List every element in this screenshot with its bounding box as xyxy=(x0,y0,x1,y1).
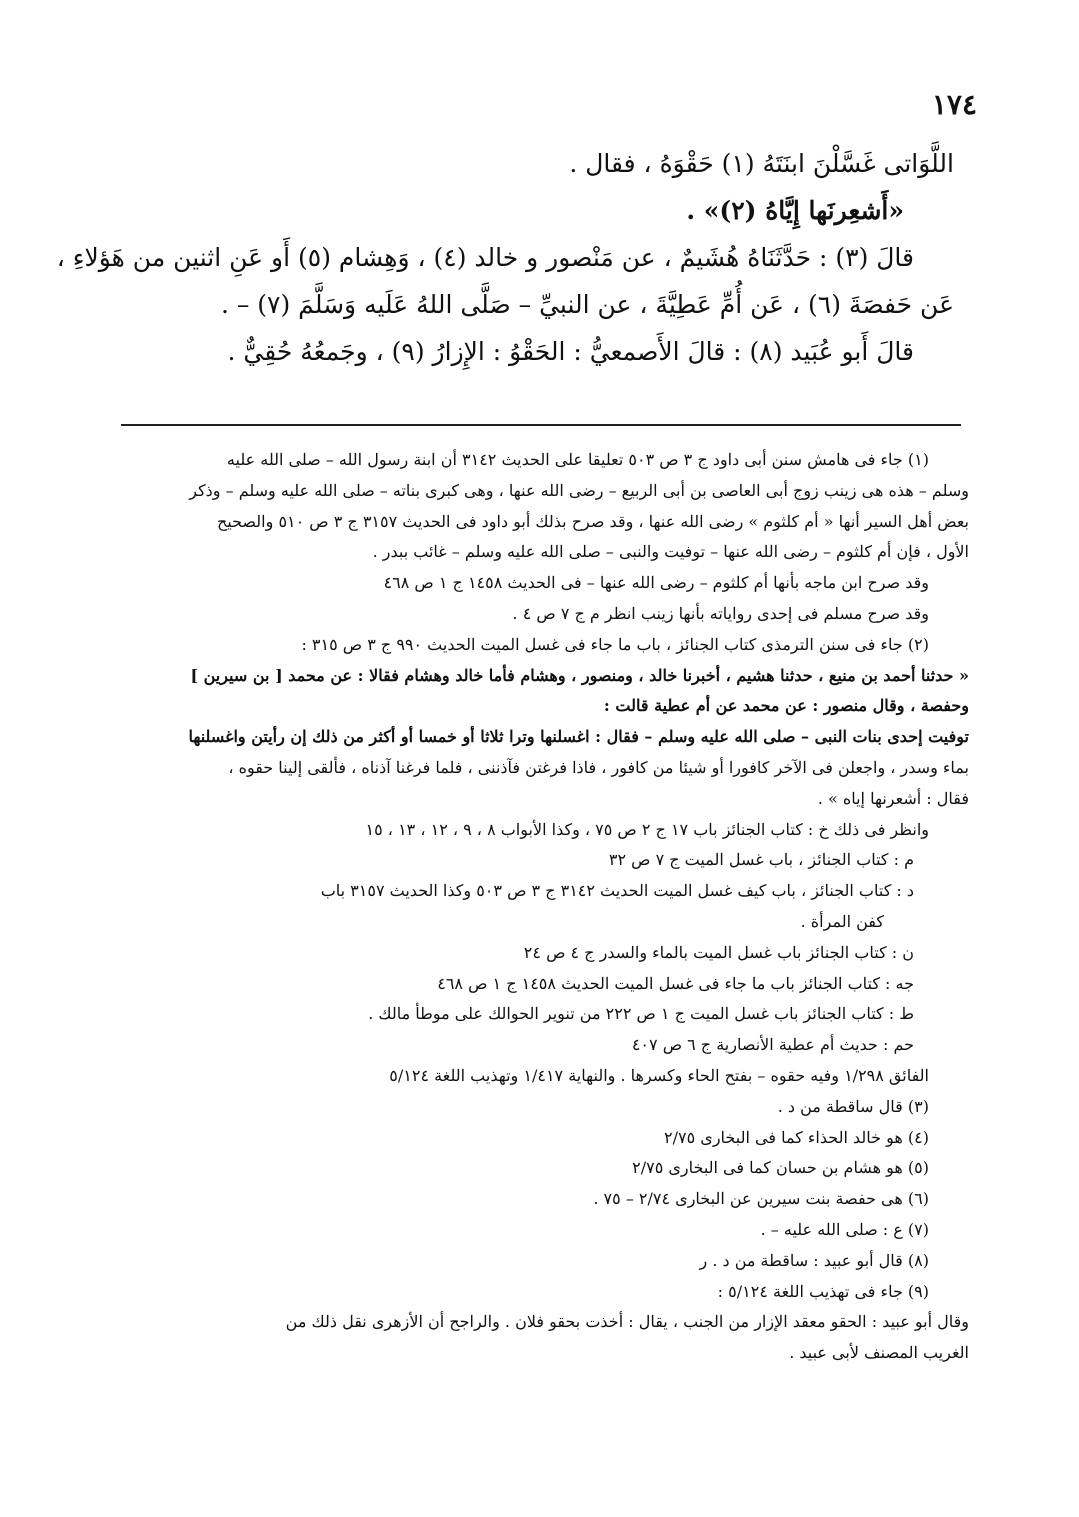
footnote-line: بعض أهل السير أنها « أم كلثوم » رضى الله عنها ، وقد صرح بذلك أبو داود فى الحديث ٣١٥٧ ج ٣ ص ٥١٠ والصحيح xyxy=(216,511,969,531)
footnote-line: (١) جاء فى هامش سنن أبى داود ج ٣ ص ٥٠٣ تعليقا على الحديث ٣١٤٢ أن ابنة رسول الله – صلى الله عليه xyxy=(226,450,929,469)
footnote-line: (٩) جاء فى تهذيب اللغة ٥/١٢٤ : xyxy=(717,1281,929,1301)
footnote-line: (٣) قال ساقطة من د . xyxy=(777,1096,929,1116)
footnote-line: (٢) جاء فى سنن الترمذى كتاب الجنائز ، باب ما جاء فى غسل الميت الحديث ٩٩٠ ج ٣ ص ٣١٥ : xyxy=(301,634,929,654)
footnote-line: بماء وسدر ، واجعلن فى الآخر كافورا أو شيئا من كافور ، فاذا فرغتن فآذننى ، فلما فرغنا آذناه ، فألقى إلينا حقوه ، xyxy=(228,757,969,777)
footnote-line: م : كتاب الجنائز ، باب غسل الميت ج ٧ ص ٣٢ xyxy=(608,850,914,870)
footnote-line: د : كتاب الجنائز ، باب كيف غسل الميت الحديث ٣١٤٢ ج ٣ ص ٥٠٣ وكذا الحديث ٣١٥٧ باب xyxy=(320,881,914,901)
footnote-line: الغريب المصنف لأبى عبيد . xyxy=(789,1343,969,1363)
main-line: عَن حَفصَةَ (٦) ، عَن أُمِّ عَطِيَّةَ ، عن النبيِّ – صَلَّى اللهُ عَلَيه وَسَلَّمَ (٧) – . xyxy=(220,290,954,319)
footnotes xyxy=(109,445,969,1369)
footnote-line: الأول ، فإن أم كلثوم – رضى الله عنها – توفيت والنبى – صلى الله عليه وسلم – غائب ببدر . xyxy=(372,542,969,562)
footnote-line: ن : كتاب الجنائز باب غسل الميت بالماء والسدر ج ٤ ص ٢٤ xyxy=(523,942,914,962)
footnote-line: فقال : أشعرنها إياه » . xyxy=(817,788,969,808)
footnote-line: الفائق ١/٢٩٨ وفيه حقوه – بفتح الحاء وكسرها . والنهاية ١/٤١٧ وتهذيب اللغة ٥/١٢٤ xyxy=(389,1065,929,1085)
footnote-line: حم : حديث أم عطية الأنصارية ج ٦ ص ٤٠٧ xyxy=(631,1035,914,1055)
main-line: «أَشعِرنَها إِيَّاهُ (٢)» . xyxy=(686,196,904,225)
footnote-line: (٦) هى حفصة بنت سيرين عن البخارى ٢/٧٤ – ٧٥ . xyxy=(593,1189,929,1209)
footnote-line: وقد صرح ابن ماجه بأنها أم كلثوم – رضى الله عنها – فى الحديث ١٤٥٨ ج ١ ص ٤٦٨ xyxy=(383,573,929,593)
footnote-line: ط : كتاب الجنائز باب غسل الميت ج ١ ص ٢٢٢ من تنوير الحوالك على موطأ مالك . xyxy=(368,1004,914,1024)
main-line: قالَ (٣) : حَدَّثَنَاهُ هُشَيمٌ ، عن مَنْصور و خالد (٤) ، وَهِشام (٥) أَو عَنِ اثنين من هَؤلاءِ ، xyxy=(56,243,914,272)
footnote-separator xyxy=(121,424,961,426)
main-line: اللَّوَاتى غَسَّلْنَ ابنَتَهُ (١) حَقْوَهُ ، فقال . xyxy=(569,149,954,178)
footnote-line: توفيت إحدى بنات النبى – صلى الله عليه وسلم – فقال : اغسلنها وترا ثلاثا أو خمسا أو أكثر من ذلك إن رأيتن واغسلنها xyxy=(188,727,969,747)
main-text xyxy=(56,140,954,375)
footnote-line: (٤) هو خالد الحذاء كما فى البخارى ٢/٧٥ xyxy=(664,1127,929,1147)
footnote-line: (٨) قال أبو عبيد : ساقطة من د . ر xyxy=(699,1250,929,1270)
footnote-line: وسلم – هذه هى زينب زوج أبى العاصى بن أبى الربيع – رضى الله عنها ، وهى كبرى بناته – صلى الله عليه وسلم – وذكر xyxy=(189,480,969,500)
footnote-line: (٥) هو هشام بن حسان كما فى البخارى ٢/٧٥ xyxy=(632,1158,929,1178)
footnote-line: (٧) ع : صلى الله عليه – . xyxy=(760,1219,929,1239)
footnote-line: وانظر فى ذلك خ : كتاب الجنائز باب ١٧ ج ٢ ص ٧٥ ، وكذا الأبواب ٨ ، ٩ ، ١٢ ، ١٣ ، ١٥ xyxy=(365,819,929,839)
footnote-line: وحفصة ، وقال منصور : عن محمد عن أم عطية قالت : xyxy=(603,696,969,716)
footnote-line: جه : كتاب الجنائز باب ما جاء فى غسل الميت الحديث ١٤٥٨ ج ١ ص ٤٦٨ xyxy=(437,973,914,993)
footnote-line: وقد صرح مسلم فى إحدى رواياته بأنها زينب انظر م ج ٧ ص ٤ . xyxy=(512,603,929,623)
page-number: ١٧٤ xyxy=(931,88,977,121)
footnote-line: وقال أبو عبيد : الحقو معقد الإزار من الجنب ، يقال : أخذت بحقو فلان . والراجح أن الأزهرى نقل ذلك من xyxy=(285,1312,969,1332)
main-line: قالَ أَبو عُبَيد (٨) : قالَ الأَصمعيُّ : الحَقْوُ : الإِزارُ (٩) ، وجَمعُهُ حُقِيٌّ . xyxy=(227,337,914,366)
footnote-line: « حدثنا أحمد بن منيع ، حدثنا هشيم ، أخبرنا خالد ، ومنصور ، وهشام فأما خالد وهشام فقالا : عن محمد [ بن سيرين ] xyxy=(190,665,969,685)
footnote-line: كفن المرأة . xyxy=(800,911,884,931)
